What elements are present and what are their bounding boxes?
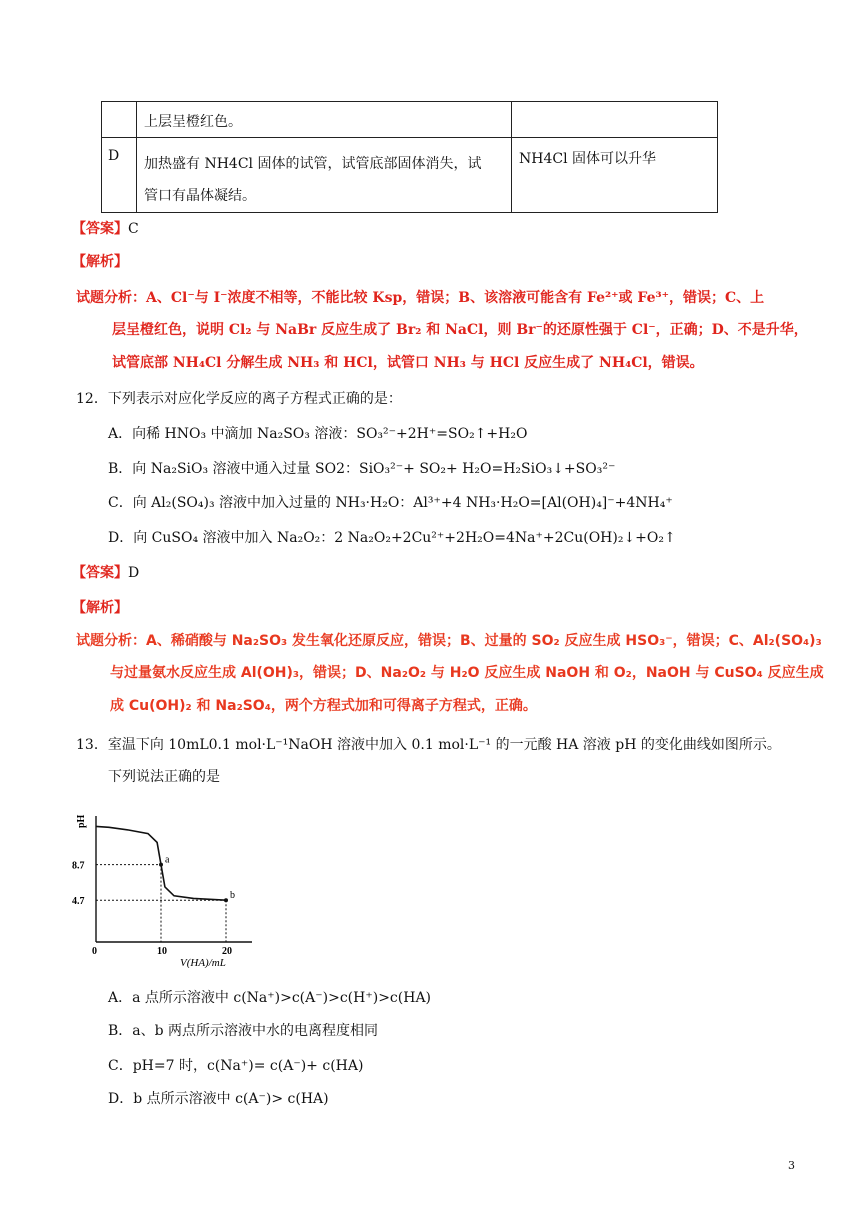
analysis-text: 成 Cu(OH)₂ 和 Na₂SO₄，两个方程式加和可得离子方程式，正确。 (110, 698, 537, 714)
table-cell (102, 102, 137, 138)
y-tick-label: 4.7 (72, 896, 85, 908)
data-point (159, 863, 163, 867)
y-tick-label: 8.7 (72, 860, 85, 872)
option-d: D．b 点所示溶液中 c(A⁻)> c(HA) (108, 1091, 329, 1107)
analysis-text: 试题分析：A、Cl⁻与 I⁻浓度不相等，不能比较 Ksp，错误；B、该溶液可能含有 Fe²⁺或 Fe³⁺，错误；C、上 (76, 290, 765, 306)
table-cell-text: 加热盛有 NH4Cl 固体的试管，试管底部固体消失，试 (144, 156, 482, 172)
ph-titration-chart (72, 808, 262, 968)
data-point (224, 898, 228, 902)
table-cell-text: NH4Cl 固体可以升华 (519, 151, 657, 167)
y-axis-label: pH (76, 814, 87, 828)
point-label: b (230, 890, 235, 902)
answer-value: C (128, 221, 139, 237)
x-tick-label: 20 (222, 946, 232, 957)
analysis-text: 层呈橙红色，说明 Cl₂ 与 NaBr 反应生成了 Br₂ 和 NaCl，则 Br⁻的还原性强于 Cl⁻，正确；D、不是升华， (112, 322, 808, 338)
page-number: 3 (788, 1159, 795, 1172)
table-cell (137, 102, 512, 138)
option-c: C．向 Al₂(SO₄)₃ 溶液中加入过量的 NH₃·H₂O：Al³⁺+4 NH₃·H₂O=[Al(OH)₄]⁻+4NH₄⁺ (108, 495, 673, 511)
answer-value: D (128, 565, 140, 581)
x-tick-label: 0 (92, 946, 97, 957)
x-axis-label: V(HA)/mL (180, 957, 226, 968)
question-stem: 13．室温下向 10mL0.1 mol·L⁻¹NaOH 溶液中加入 0.1 mol·L⁻¹ 的一元酸 HA 溶液 pH 的变化曲线如图所示。 (76, 737, 781, 753)
options-table (101, 101, 718, 213)
point-label: a (165, 854, 170, 866)
table-cell-text: 管口有晶体凝结。 (144, 188, 256, 204)
option-letter: D (108, 148, 120, 164)
answer-line (72, 218, 139, 238)
x-tick-label: 10 (157, 946, 167, 957)
question-stem: 下列说法正确的是 (108, 769, 220, 785)
analysis-text: 试题分析：A、稀硝酸与 Na₂SO₃ 发生氧化还原反应，错误；B、过量的 SO₂ 反应生成 HSO₃⁻，错误；C、Al₂(SO₄)₃ (76, 633, 822, 649)
answer-label: 【答案】 (72, 221, 128, 237)
answer-line (72, 562, 139, 582)
option-d: D．向 CuSO₄ 溶液中加入 Na₂O₂：2 Na₂O₂+2Cu²⁺+2H₂O=4Na⁺+2Cu(OH)₂↓+O₂↑ (108, 530, 676, 546)
option-a: A．向稀 HNO₃ 中滴加 Na₂SO₃ 溶液：SO₃²⁻+2H⁺=SO₂↑+H₂O (108, 426, 528, 442)
option-c: C．pH=7 时，c(Na⁺)= c(A⁻)+ c(HA) (108, 1058, 364, 1074)
table-cell-text: 上层呈橙红色。 (144, 114, 242, 130)
answer-label: 【答案】 (72, 565, 128, 581)
analysis-text: 试管底部 NH₄Cl 分解生成 NH₃ 和 HCl，试管口 NH₃ 与 HCl 反应生成了 NH₄Cl，错误。 (112, 355, 704, 371)
question-stem: 12．下列表示对应化学反应的离子方程式正确的是： (76, 391, 402, 407)
option-b: B．a、b 两点所示溶液中水的电离程度相同 (108, 1023, 379, 1039)
table-cell (512, 102, 718, 138)
analysis-text: 与过量氨水反应生成 Al(OH)₃，错误；D、Na₂O₂ 与 H₂O 反应生成 NaOH 和 O₂，NaOH 与 CuSO₄ 反应生成 (110, 665, 824, 681)
table-cell (137, 138, 512, 213)
analysis-label: 【解析】 (72, 600, 128, 616)
table-cell (512, 138, 718, 213)
analysis-label: 【解析】 (72, 254, 128, 270)
option-a: A．a 点所示溶液中 c(Na⁺)>c(A⁻)>c(H⁺)>c(HA) (108, 990, 432, 1006)
option-b: B．向 Na₂SiO₃ 溶液中通入过量 SO2：SiO₃²⁻+ SO₂+ H₂O=H₂SiO₃↓+SO₃²⁻ (108, 461, 616, 477)
table-cell (102, 138, 137, 213)
